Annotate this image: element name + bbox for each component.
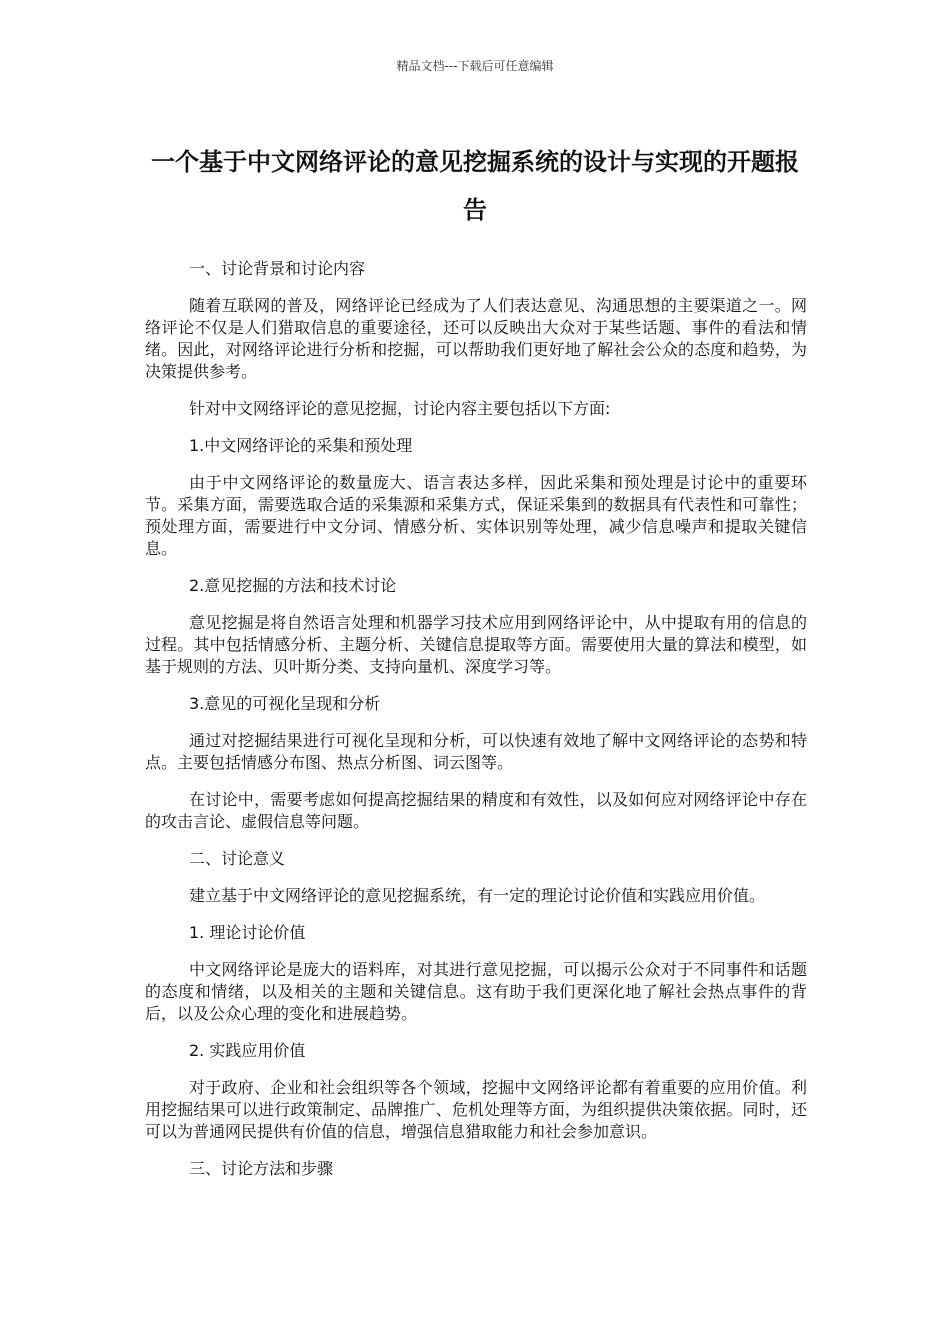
body-paragraph: 针对中文网络评论的意见挖掘，讨论内容主要包括以下方面: bbox=[189, 399, 611, 418]
document-body bbox=[145, 258, 807, 1195]
subsection-heading: 3.意见的可视化呈现和分析 bbox=[189, 694, 381, 713]
body-paragraph: 通过对挖掘结果进行可视化呈现和分析，可以快速有效地了解中文网络评论的态势和特点。主要包括情感分布图、热点分析图、词云图等。 bbox=[145, 731, 807, 772]
body-paragraph: 对于政府、企业和社会组织等各个领域，挖掘中文网络评论都有着重要的应用价值。利用挖掘结果可以进行政策制定、品牌推广、危机处理等方面，为组织提供决策依据。同时，还可以为普通网民提供有价值的信息，增强信息猎取能力和社会参加意识。 bbox=[145, 1078, 807, 1141]
body-paragraph: 随着互联网的普及，网络评论已经成为了人们表达意见、沟通思想的主要渠道之一。网络评论不仅是人们猎取信息的重要途径，还可以反映出大众对于某些话题、事件的看法和情绪。因此，对网络评论进行分析和挖掘，可以帮助我们更好地了解社会公众的态度和趋势，为决策提供参考。 bbox=[145, 296, 807, 381]
body-paragraph: 由于中文网络评论的数量庞大、语言表达多样，因此采集和预处理是讨论中的重要环节。采集方面，需要选取合适的采集源和采集方式，保证采集到的数据具有代表性和可靠性；预处理方面，需要进行中文分词、情感分析、实体识别等处理，减少信息噪声和提取关键信息。 bbox=[145, 473, 807, 558]
header-note: 精品文档---下载后可任意编辑 bbox=[396, 59, 554, 73]
body-paragraph: 建立基于中文网络评论的意见挖掘系统，有一定的理论讨论价值和实践应用价值。 bbox=[189, 886, 766, 905]
subsection-heading: 1. 理论讨论价值 bbox=[189, 923, 306, 942]
document-title: 一个基于中文网络评论的意见挖掘系统的设计与实现的开题报告 bbox=[151, 148, 799, 224]
body-paragraph: 意见挖掘是将自然语言处理和机器学习技术应用到网络评论中，从中提取有用的信息的过程。其中包括情感分析、主题分析、关键信息提取等方面。需要使用大量的算法和模型，如基于规则的方法、贝叶斯分类、支持向量机、深度学习等。 bbox=[145, 613, 807, 676]
body-paragraph: 中文网络评论是庞大的语料库，对其进行意见挖掘，可以揭示公众对于不同事件和话题的态度和情绪，以及相关的主题和关键信息。这有助于我们更深化地了解社会热点事件的背后，以及公众心理的变化和进展趋势。 bbox=[145, 960, 807, 1023]
subsection-heading: 2.意见挖掘的方法和技术讨论 bbox=[189, 576, 397, 595]
section-heading: 二、讨论意义 bbox=[189, 849, 286, 868]
body-paragraph: 在讨论中，需要考虑如何提高挖掘结果的精度和有效性，以及如何应对网络评论中存在的攻击言论、虚假信息等问题。 bbox=[145, 790, 807, 831]
subsection-heading: 2. 实践应用价值 bbox=[189, 1041, 306, 1060]
section-heading: 三、讨论方法和步骤 bbox=[189, 1159, 334, 1178]
subsection-heading: 1.中文网络评论的采集和预处理 bbox=[189, 436, 413, 455]
section-heading: 一、讨论背景和讨论内容 bbox=[189, 259, 366, 278]
